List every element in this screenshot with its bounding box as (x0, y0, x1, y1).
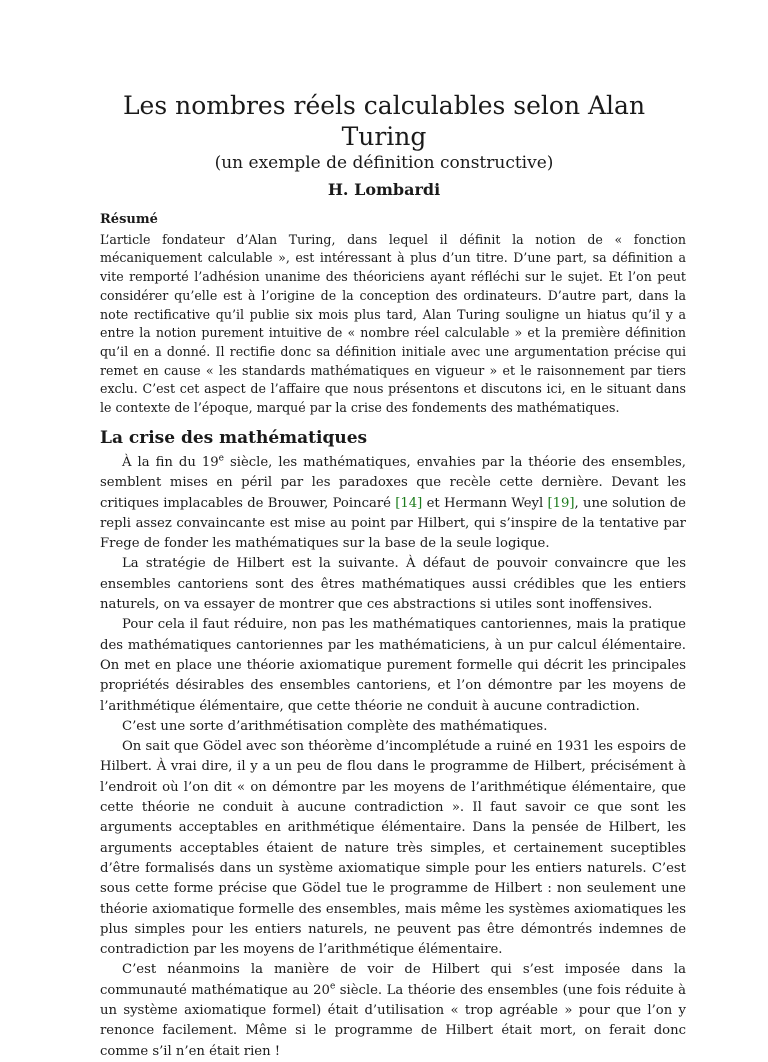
paragraph-6-part-a: C’est néanmoins la manière de voir de Hilbert qui s’est imposée dans la communauté mathématique au 20 (100, 962, 686, 998)
century-superscript: e (218, 453, 224, 464)
section-heading: La crise des mathématiques (100, 428, 368, 448)
paragraph-4: C’est une sorte d’arithmétisation complète des mathématiques. (122, 718, 548, 734)
citation-link-14[interactable]: [14] (395, 495, 423, 511)
paragraph-5: On sait que Gödel avec son théorème d’incomplétude a ruiné en 1931 les espoirs de Hilbert. À vrai dire, il y a un peu de flou dans le programme de Hilbert, précisément à l’endroit où l’on dit « on démontre par les moyens de l’arithmétique élémentaire, que cette théorie ne conduit à aucune contradiction ». Il faut savoir ce que sont les arguments acceptables en arithmétique élémentaire. Dans la pensée de Hilbert, les arguments acceptables étaient de nature très simples, et certainement suceptibles d’être formalisés dans un système axiomatique simple pour les entiers naturels. C’est sous cette forme précise que Gödel tue le programme de Hilbert : non seulement une théorie axiomatique formelle des ensembles, mais même les systèmes axiomatiques les plus simples pour les entiers naturels, ne peuvent pas être démontrés indemnes de contradiction par les moyens de l’arithmétique élémentaire. (100, 739, 686, 958)
abstract-text: L’article fondateur d’Alan Turing, dans lequel il définit la notion de « fonction mécaniquement calculable », est intéressant à plus d’un titre. D’une part, sa définition a vite remporté l’adhésion unanime des théoriciens ayant réfléchi sur le sujet. Et l’on peut considérer qu’elle est à l’origine de la conception des ordinateurs. D’autre part, dans la note rectificative qu’il publie six mois plus tard, Alan Turing souligne un hiatus qu’il y a entre la notion purement intuitive de « nombre réel calculable » et la première définition qu’il en a donné. Il rectifie donc sa définition initiale avec une argumentation précise qui remet en cause « les standards mathématiques en vigueur » et le raisonnement par tiers exclu. C’est cet aspect de l’affaire que nous présentons et discutons ici, en le situant dans le contexte de l’époque, marqué par la crise des fondements des mathématiques. (100, 231, 686, 416)
paragraph-3: Pour cela il faut réduire, non pas les mathématiques cantoriennes, mais la pratique des mathématiques cantoriennes par les mathématiciens, à un pur calcul élémentaire. On met en place une théorie axiomatique purement formelle qui décrit les principales propriétés désirables des ensembles cantoriens, et l’on démontre par les moyens de l’arithmétique élémentaire, que cette théorie ne conduit à aucune contradiction. (100, 617, 686, 714)
paragraph-6-part-b: siècle. La théorie des ensembles (une fois réduite à un système axiomatique formel) était d’utilisation « trop agréable » pour que l’on y renonce facilement. Même si le programme de Hilbert était mort, on ferait donc comme s’il n’en était rien ! (100, 982, 686, 1059)
paragraph-2: La stratégie de Hilbert est la suivante. À défaut de pouvoir convaincre que les ensembles cantoriens sont des êtres mathématiques aussi crédibles que les entiers naturels, on va essayer de montrer que ces abstractions si utiles sont inoffensives. (100, 556, 686, 613)
paper-title: Les nombres réels calculables selon Alan Turing (122, 91, 646, 151)
paragraph-1 (100, 453, 686, 554)
paragraph-1-part-b: siècle, les mathématiques, envahies par la théorie des ensembles, semblent mises en péril par les paradoxes que recèle cette dernière. Devant les critiques implacables de Brouwer, Poincaré (100, 455, 686, 511)
century-superscript: e (329, 981, 336, 992)
paragraph-1-part-a: À la fin du 19 (122, 455, 219, 470)
section-crise (100, 426, 686, 1062)
author-name: H. Lombardi (327, 180, 441, 199)
citation-link-19[interactable]: [19] (547, 495, 575, 511)
paragraph-1-part-c: et Hermann Weyl (422, 495, 548, 511)
abstract (100, 211, 686, 418)
paragraph-1-part-d: , une solution de repli assez convaincante est mise au point par Hilbert, qui s’inspire de la tentative par Frege de fonder les mathématiques sur la base de la seule logique. (100, 495, 686, 552)
abstract-heading: Résumé (100, 212, 158, 227)
paragraph-6 (100, 960, 686, 1061)
paper-subtitle: (un exemple de définition constructive) (214, 153, 554, 173)
